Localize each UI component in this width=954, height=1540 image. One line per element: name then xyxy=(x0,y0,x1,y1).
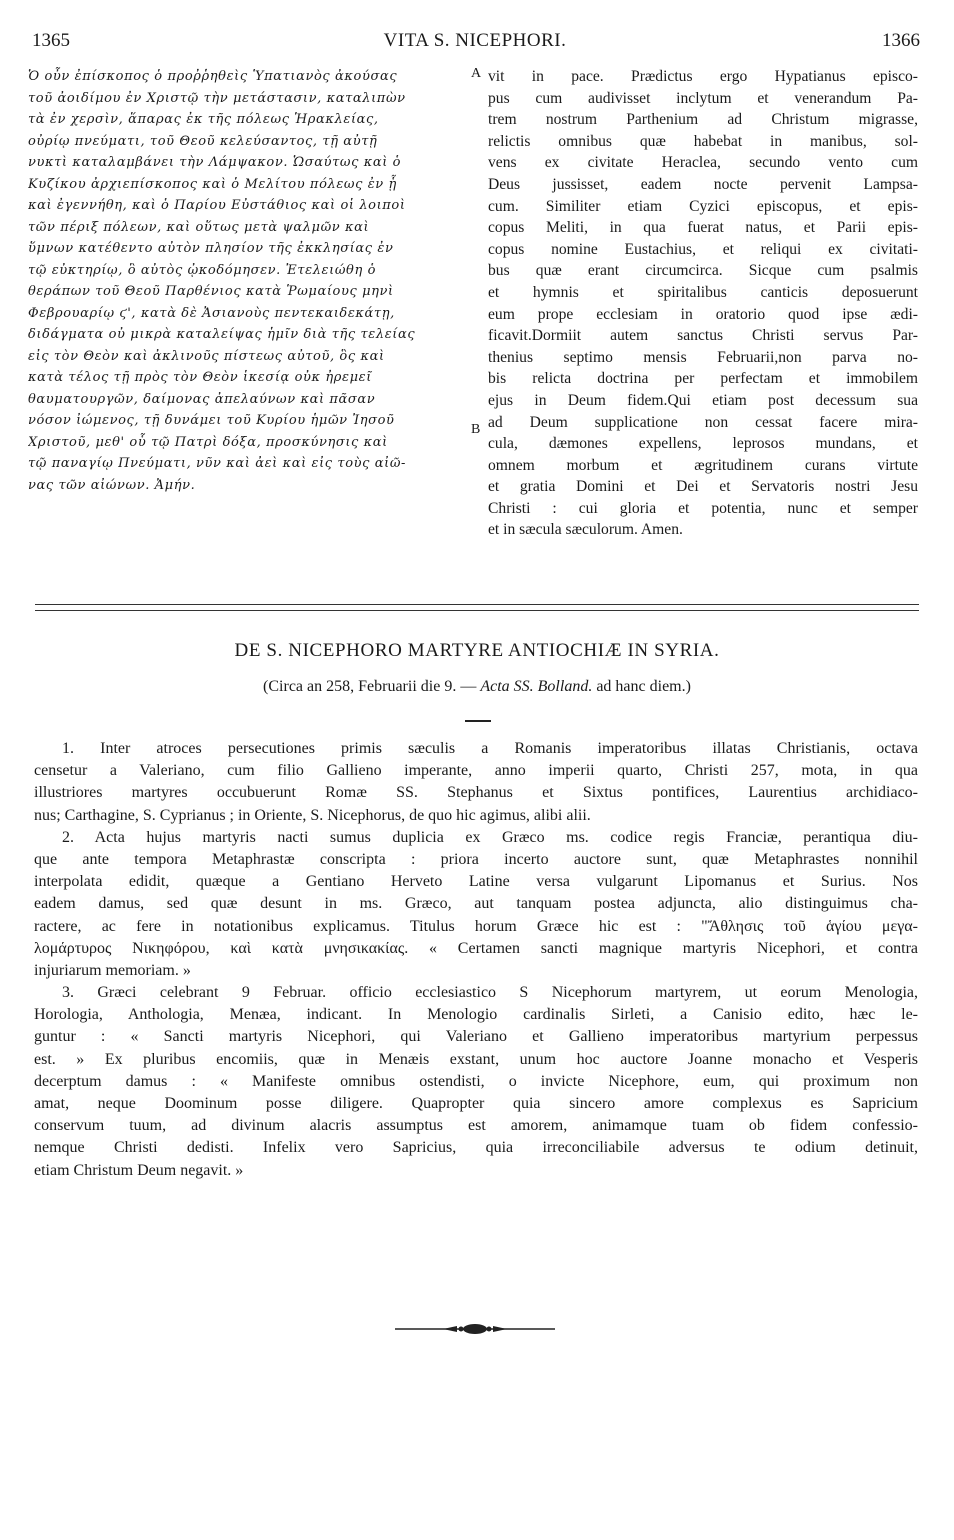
greek-text-line: Ὁ οὖν ἐπίσκοπος ὁ προῤῥηθεὶς Ὑπατιανὸς ἀκούσας xyxy=(28,69,398,84)
latin-text-line: relictis omnibus quæ habebat in manibus, sol- xyxy=(488,132,918,150)
left-page-number: 1365 xyxy=(32,30,70,51)
body-text xyxy=(34,738,918,1182)
greek-text-line: κατὰ τέλος τῇ πρὸς τὸν Θεὸν ἱκεσίᾳ οὐκ ἠρεμεῖ xyxy=(28,370,372,385)
latin-text-line: pus cum audivisset inclytum et venerandum Pa- xyxy=(488,89,918,107)
section-divider xyxy=(35,604,919,611)
greek-text-line: τὰ ἐν χερσὶν, ἅπαρας ἐκ τῆς πόλεως Ἡρακλείας, xyxy=(28,112,379,127)
paragraph-text-line: conservum tuum, ad divinum alacris assumptus est amorem, animamque tuam ob fidem confessio- xyxy=(34,1117,918,1135)
latin-text-line: eum prope ecclesiam in oratorio quod ipse ædi- xyxy=(488,305,918,323)
paragraph-text-line: que ante tempora Metaphrastæ conscripta : priora incerto auctore sunt, quæ Metaphrastes nonnihil xyxy=(34,850,918,868)
paragraph-text-line: eadem damus, sed quæ desunt in ms. Græco, aut tanquam postea adjuncta, alio distinguimus cha- xyxy=(34,895,918,913)
paragraph-text-line: etiam Christum Deum negavit. » xyxy=(34,1161,244,1179)
paragraph-text-line: decerptum damus : « Manifeste omnibus ostendisti, o invicte Nicephore, eum, qui proximum non xyxy=(34,1072,918,1090)
greek-column xyxy=(28,66,472,496)
latin-text-line: ad Deum supplicatione non cessat facere mira- xyxy=(488,413,918,431)
paragraph-text-line: 1. Inter atroces persecutiones primis sæculis a Romanis imperatoribus illatas Christianis, octava xyxy=(62,740,918,757)
paragraph-text-line: injuriarum memoriam. » xyxy=(34,961,191,979)
latin-text-line: Deus jussisset, eadem nocte pervenit Lampsa- xyxy=(488,175,918,193)
latin-text-line: cula, dæmones expellens, leprosos mundans, et xyxy=(488,435,918,453)
greek-text-line: τῷ παναγίῳ Πνεύματι, νῦν καὶ ἀεὶ καὶ εἰς τοὺς αἰῶ- xyxy=(28,456,407,471)
paragraph-text-line: ractere, ac fere in notationibus explicamus. Titulus horum Græce hic est : "Ἄθλησις τοῦ ἁγίου μεγα- xyxy=(34,917,918,935)
greek-text-line: τοῦ ἀοιδίμου ἐν Χριστῷ τὴν μετάστασιν, καταλιπὼν xyxy=(28,90,406,106)
latin-text-line: vens ex civitate Heraclea, secundo vento cum xyxy=(488,154,918,172)
right-page-number: 1366 xyxy=(882,30,920,51)
greek-text-line: τῷ εὐκτηρίῳ, ὃ αὐτὸς ᾠκοδόμησεν. Ἐτελειώθη ὁ xyxy=(28,262,376,278)
paragraph-text-line: censetur a Valeriano, cum filio Gallieno imperante, anno imperii quarto, Christi 257, mota, in qua xyxy=(34,762,918,780)
latin-column xyxy=(488,66,918,541)
paragraph-text-line: est. » Ex pluribus encomiis, quæ in Menæis exstant, unum hoc auctore Joanne monacho et Vesperis xyxy=(34,1050,918,1068)
margin-marker-b: B xyxy=(471,422,481,437)
greek-text-line: νυκτὶ καταλαμβάνει τὴν Λάμψακον. Ὡσαύτως καὶ ὁ xyxy=(28,155,402,170)
latin-text-line: et gratia Domini et Dei et Servatoris nostri Jesu xyxy=(488,478,918,496)
running-title: VITA S. NICEPHORI. xyxy=(383,30,567,51)
greek-text-line: Χριστοῦ, μεθ' οὗ τῷ Πατρὶ δόξα, προσκύνησις καὶ xyxy=(28,434,388,450)
greek-text-line: θαυματουργῶν, δαίμονας ἀπελαύνων καὶ πᾶσαν xyxy=(28,391,376,407)
greek-text-line: θεράπων τοῦ Θεοῦ Παρθένιος κατὰ Ῥωμαίους μηνὶ xyxy=(28,284,394,299)
paragraph-text-line: amat, neque Doominum posse diligere. Quapropter quia sincero amore complexus es Sapricium xyxy=(34,1095,918,1112)
greek-text-line: νόσον ἰώμενος, τῇ δυνάμει τοῦ Κυρίου ἡμῶν Ἰησοῦ xyxy=(28,413,395,428)
short-rule xyxy=(465,720,491,722)
section-subtitle xyxy=(0,678,954,696)
latin-text-line: copus nomine Eustachius, et reliqui ex civitati- xyxy=(488,240,918,258)
subtitle-suffix: ad hanc diem.) xyxy=(592,678,691,695)
greek-text-line: νας τῶν αἰώνων. Ἀμήν. xyxy=(28,477,196,493)
greek-text-line: εἰς τὸν Θεὸν καὶ ἀκλινοῦς πίστεως αὐτοῦ, ὃς καὶ xyxy=(28,348,385,364)
subtitle-prefix: (Circa an 258, Februarii die 9. — xyxy=(263,678,481,695)
paragraph-text-line: λομάρτυρος Νικηφόρου, καὶ κατὰ μνησικακίας. « Certamen sancti magnique martyris Nicephori, et contra xyxy=(34,939,918,957)
running-header xyxy=(30,30,920,58)
latin-text-line: bis relicta doctrina per perfectam et immobilem xyxy=(488,370,918,388)
latin-text-line: ficavit.Dormiit autem sanctus Christi servus Par- xyxy=(488,327,918,345)
latin-text-line: vit in pace. Prædictus ergo Hypatianus episco- xyxy=(488,68,918,85)
latin-text-line: omnem morbum et ægritudinem curans virtute xyxy=(488,456,918,474)
paragraph-text-line: guntur : « Sancti martyris Nicephori, qui Valeriano et Gallieno imperatoribus martyrium perpessus xyxy=(34,1028,918,1046)
paragraph-text-line: nemque Christi dedisti. Infelix vero Sapricius, quia irreconciliabile adversus te odium detinuit, xyxy=(34,1139,918,1157)
latin-text-line: copus Meliti, in qua fuerat natus, et Parii epis- xyxy=(488,219,918,237)
latin-text-line: cum. Similiter etiam Cyzici episcopus, et epis- xyxy=(488,197,918,215)
paragraph-text-line: illustriores martyres occubuerunt Romæ SS. Stephanus et Sixtus pontifices, Laurentius archidiaco- xyxy=(34,784,918,802)
latin-text-line: Christi : cui gloria et potentia, nunc et semper xyxy=(488,499,918,517)
latin-text-line: ejus in Deum fidem.Qui etiam post decessum sua xyxy=(488,391,918,409)
greek-text-line: Κυζίκου ἀρχιεπίσκοπος καὶ ὁ Μελίτου πόλεως ἐν ᾗ xyxy=(28,176,397,192)
section-title: DE S. NICEPHORO MARTYRE ANTIOCHIÆ IN SYRIA. xyxy=(234,640,720,661)
parallel-columns xyxy=(28,66,918,586)
greek-text-line: οὐρίῳ πνεύματι, τοῦ Θεοῦ κελεύσαντος, τῇ αὐτῇ xyxy=(28,133,378,149)
subtitle-source: Acta SS. Bolland. xyxy=(480,678,593,695)
margin-marker-a: A xyxy=(471,66,482,81)
greek-text-line: ὕμνων κατέθεντο αὐτὸν πλησίον τῆς ἐκκλησίας ἐν xyxy=(28,241,394,256)
paragraph-text-line: interpolata edidit, quæque a Gentiano Herveto Latine versa vulgarunt Lipomanus et Surius. Nos xyxy=(34,873,918,891)
greek-text-line: καὶ ἐγεννήθη, καὶ ὁ Παρίου Εὐστάθιος καὶ οἱ λοιποὶ xyxy=(28,198,406,213)
greek-text-line: Φεβρουαρίῳ ϛ', κατὰ δὲ Ἀσιανοὺς πεντεκαιδεκάτῃ, xyxy=(28,305,395,321)
latin-text-line: et hymnis et spiritalibus canticis deposuerunt xyxy=(488,283,918,301)
latin-text-line: bus quæ erant circumcirca. Sicque cum psalmis xyxy=(488,262,918,280)
latin-text-line: thenius septimo mensis Februarii,non parva no- xyxy=(488,348,918,366)
latin-text-line: trem nostrum Parthenium ad Christum migrasse, xyxy=(488,111,918,129)
paragraph-text-line: Horologia, Anthologia, Menæa, indicant. In Menologio cardinalis Sirleti, a Canisio edito, hæc le- xyxy=(34,1006,918,1024)
greek-text-line: τῶν πέριξ πόλεων, καὶ οὕτως μετὰ ψαλμῶν καὶ xyxy=(28,219,370,235)
greek-text-line: διδάγματα οὐ μικρὰ καταλείψας ἡμῖν διὰ τῆς τελείας xyxy=(28,327,416,342)
paragraph-text-line: 2. Acta hujus martyris nacti sumus duplicia ex Græco ms. codice regis Franciæ, perantiqua diu- xyxy=(62,828,918,846)
paragraph-text-line: 3. Græci celebrant 9 Februar. officio ecclesiastico S Nicephorum martyrem, ut eorum Menologia, xyxy=(62,984,918,1002)
end-ornament xyxy=(395,1322,555,1336)
paragraph-text-line: nus; Carthagine, S. Cyprianus ; in Oriente, S. Nicephorus, de quo hic agimus, alibi alii. xyxy=(34,806,591,824)
latin-text-line: et in sæcula sæculorum. Amen. xyxy=(488,521,683,539)
